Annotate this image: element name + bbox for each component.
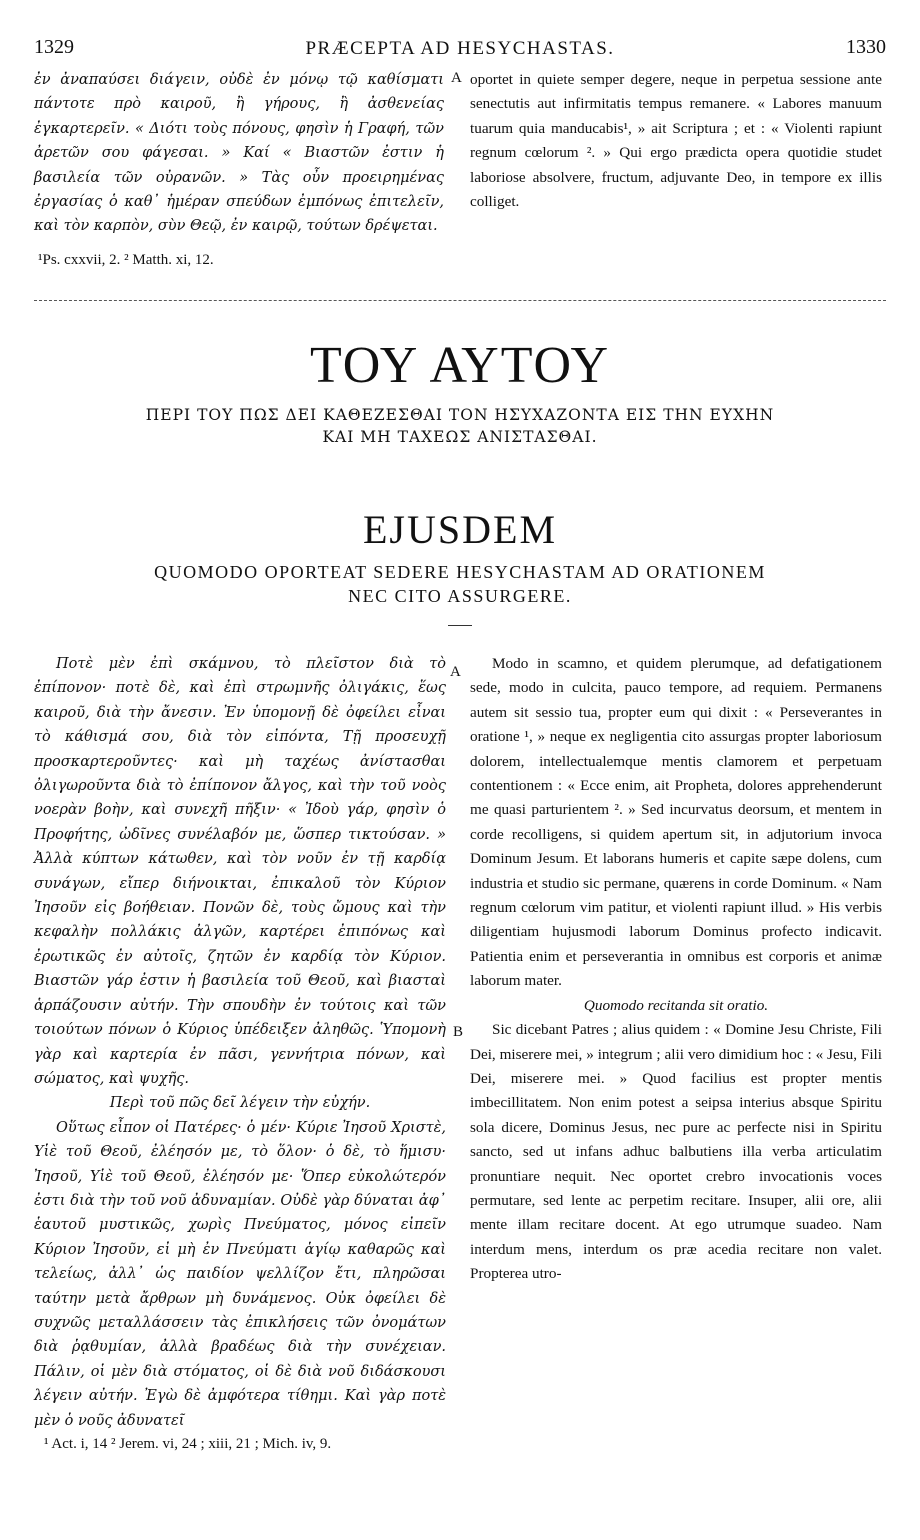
latin-paragraph-1: Modo in scamno, et quidem plerumque, ad defatigationem sede, modo in culcita, pauco tempore, ad requiem. Permanens autem sit sessio tua, propter eum qui dixit : « Perseverantes in oratione ¹, » neque ex negligentia cito assurgas propter laboriosum dolorem, intellectualemque mentis clamorem et perpetuam contentionem : « Ecce enim, ait Propheta, dolores apprehenderunt me quasi parturientem ². » Sed incurvatus deorsum, et mentem in corde recolligens, si quidem apertum sit, in adjutorium invoca Dominum Jesum. Et laborans humeris et capite sæpe dolens, cum industria et studio sic permane, quærens in corde Dominum. « Nam regnum cœlorum vim patitur, et violenti rapiunt illud. » His verbis diligentiam hujusmodi laborum Dominus profecto indicavit. Patientia enim et perseverantia in omnibus est corporis et animæ laborum mater.: [470, 655, 882, 990]
main-marker-b: B: [453, 1024, 464, 1040]
top-greek-column: [34, 68, 444, 239]
top-greek-text: ἐν ἀναπαύσει διάγειν, οὐδὲ ἐν μόνῳ τῷ καθίσματι πάντοτε πρὸ καιροῦ, ἢ γήρους, ἢ ἀσθενείας ἐγκαρτερεῖν. « Διότι τοὺς πόνους, φησὶν ἡ Γραφή, τῶν ἀρετῶν σου φάγεσαι. » Καί « Βιαστῶν ἐστιν ἡ βασιλεία τῶν οὐρανῶν. » Τὰς οὖν προειρημένας ἐργασίας ὁ καθ᾽ ἡμέραν σπεύδων ἐμπόνως ἐπιτελεῖν, καὶ τὸν καρπὸν, σὺν Θεῷ, ἐν καιρῷ, τούτων δρέψεται.: [34, 72, 444, 235]
main-footnote: ¹ Act. i, 14 ² Jerem. vi, 24 ; xiii, 21 ; Mich. iv, 9.: [44, 1436, 332, 1452]
short-rule: [448, 625, 472, 626]
latin-title: EJUSDEM: [362, 507, 558, 552]
greek-paragraph-2: Οὕτως εἶπον οἱ Πατέρες· ὁ μέν· Κύριε Ἰησοῦ Χριστὲ, Υἱὲ τοῦ Θεοῦ, ἐλέησόν με, τὸ ὅλον· ὁ δὲ, τὸ ἥμισυ· Ἰησοῦ, Υἱὲ τοῦ Θεοῦ, ἐλέησόν με· Ὅπερ εὐκολώτερόν ἐστι διὰ τὴν τοῦ νοῦ ἀδυναμίαν. Οὐδὲ γὰρ δύναται ἀφ᾽ ἑαυτοῦ μυστικῶς, χωρὶς Πνεύματος, μόνος εἰπεῖν Κύριον Ἰησοῦν, εἰ μὴ ἐν Πνεύματι ἁγίῳ καθαρῶς καὶ τελείως, ἀλλ᾽ ὡς παιδίον ψελλίζον ἔτι, πληρῶσαι ταύτην μετὰ ἄρθρων μὴ δυνάμενος. Οὐκ ὀφείλει δὲ συχνῶς μεταλλάσσειν τὰς ἐπικλήσεις τῶν ὀνομάτων διὰ ῥᾳθυμίαν, ἀλλὰ βραδέως διὰ τὴν συνέχειαν. Πάλιν, οἱ μὲν διὰ στόματος, οἱ δὲ διὰ νοῦ διδάσκουσι λέγειν αὐτήν. Ἐγὼ δὲ ἀμφότερα τίθημι. Καὶ γὰρ ποτὲ μὲν ὁ νοῦς ἀδυνατεῖ: [34, 1119, 446, 1429]
page-number-left: 1329: [34, 36, 74, 58]
latin-subtitle-line-2: NEC CITO ASSURGERE.: [348, 586, 572, 606]
main-greek-column: [34, 652, 446, 1433]
top-marker-a: A: [451, 70, 462, 86]
greek-subtitle-line-1: ΠΕΡΙ ΤΟΥ ΠΩΣ ΔΕΙ ΚΑΘΕΖΕΣΘΑΙ ΤΟΝ ΗΣΥΧΑΖΟΝΤΑ ΕΙΣ ΤΗΝ ΕΥΧΗΝ: [145, 406, 775, 424]
greek-subtitle-line-2: ΚΑΙ ΜΗ ΤΑΧΕΩΣ ΑΝΙΣΤΑΣΘΑΙ.: [322, 428, 598, 446]
main-marker-a: A: [450, 664, 461, 680]
greek-paragraph-1: Ποτὲ μὲν ἐπὶ σκάμνου, τὸ πλεῖστον διὰ τὸ ἐπίπονον· ποτὲ δὲ, καὶ ἐπὶ στρωμνῆς ὀλιγάκις, ἕως καιροῦ, διὰ τὴν ἄνεσιν. Ἐν ὑπομονῇ δὲ ὀφείλει εἶναι τὸ κάθισμά σου, διὰ τὸν εἰπόντα, Τῇ προσευχῇ προσκαρτεροῦντες· καὶ μὴ ταχέως ἀνίστασθαι ὀλιγωροῦντα διὰ τὸ ἐπίπονον ἄλγος, καὶ τὴν τοῦ νοὸς νοερὰν βοὴν, καὶ συνεχῆ πῆξιν· « Ἰδοὺ γάρ, φησὶν ὁ Προφήτης, ὠδῖνες συνέλαβόν με, ὥσπερ τικτούσαν. » Ἀλλὰ κύπτων κάτωθεν, καὶ τὸν νοῦν ἐν τῇ καρδίᾳ συνάγων, εἴπερ διήνοικται, ἐπικαλοῦ τὸν Κύριον Ἰησοῦν εἰς βοήθειαν. Πονῶν δὲ, τοὺς ὤμους καὶ τὴν κεφαλὴν πολλάκις ἀλγῶν, καρτέρει ἐπιπόνως καὶ ἐρωτικῶς ἐν αὐτοῖς, ζητῶν ἐν καρδίᾳ τὸν Κύριον. Βιαστῶν γάρ ἐστιν ἡ βασιλεία τοῦ Θεοῦ, καὶ βιασταὶ ἁρπάζουσιν αὐτήν. Τὴν σπουδὴν ἐν τούτοις καὶ τῶν τοιούτων πόνων ὁ Κύριος ὑπέδειξεν ἀληθῶς. Ὑπομονὴ γὰρ καὶ καρτερία ἐν πᾶσι, γεννήτρια πόνων, καὶ σώματος, καὶ ψυχῆς.: [34, 656, 446, 1087]
top-latin-column: [470, 68, 882, 214]
greek-section-heading: Περὶ τοῦ πῶς δεῖ λέγειν τὴν εὐχήν.: [109, 1095, 371, 1112]
latin-paragraph-2: Sic dicebant Patres ; alius quidem : « Domine Jesu Christe, Fili Dei, miserere mei, » integrum ; alii vero dimidium hoc : « Jesu, Fili Dei, miserere mei. » Quod facilius est propter mentis imbecillitatem. Non enim potest a seipsa interius absque Spiritu sola dicere, Dominus Jesus, nec pure ac perfecte nisi in Spiritu sancto, sed ut infans adhuc balbutiens illa verba articulatim pronuntiare nequit. Nec oportet crebro invocationis voces permutare, sed lente ac perpetim recitare. Insuper, alii ore, alii mente illam recitare docent. At ego utrumque suadeo. Nam interdum mens, interdum os præ acedia recitare non valet. Propterea utro-: [470, 1021, 882, 1283]
greek-title: ΤΟΥ ΑΥΤΟΥ: [309, 337, 611, 394]
main-latin-column: [470, 652, 882, 1287]
latin-section-heading: Quomodo recitanda sit oratio.: [583, 996, 769, 1014]
latin-subtitle-line-1: QUOMODO OPORTEAT SEDERE HESYCHASTAM AD ORATIONEM: [154, 562, 766, 582]
page-header: [34, 36, 886, 62]
page-number-right: 1330: [846, 36, 886, 58]
section-divider: [34, 300, 886, 301]
running-title: PRÆCEPTA AD HESYCHASTAS.: [305, 38, 615, 59]
top-footnote: ¹Ps. cxxvii, 2. ² Matth. xi, 12.: [38, 252, 214, 268]
top-latin-text: oportet in quiete semper degere, neque in perpetua sessione ante senectutis aut infirmitatis tempus remanere. « Labores manuum tuarum quia manducabis¹, » ait Scriptura ; et : « Violenti rapiunt regnum cœlorum ². » Qui ergo prædicta opera quotidie studet laboriose absolvere, fructum, adjuvante Deo, in tempore ex illis colliget.: [470, 71, 882, 211]
